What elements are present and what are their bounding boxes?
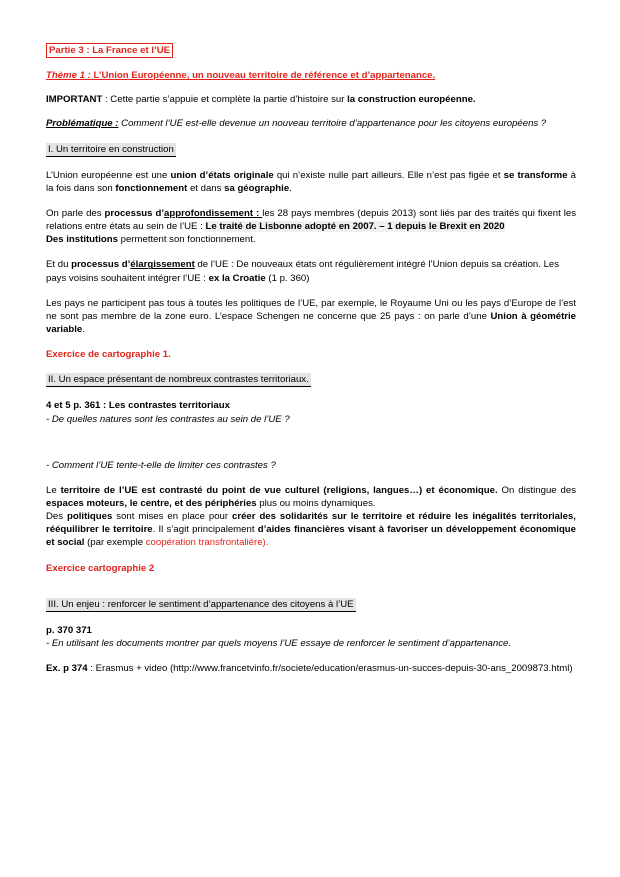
- section2-heading-text: II. Un espace présentant de nombreux contrastes territoriaux.: [46, 373, 311, 387]
- section2-reference: 4 et 5 p. 361 : Les contrastes territoriaux: [46, 400, 230, 412]
- important-label: IMPORTANT: [46, 94, 103, 106]
- section1-paragraph-4: [46, 297, 576, 336]
- text-run-bold: fonctionnement: [115, 182, 188, 194]
- partie-heading: [46, 43, 576, 58]
- problematique-label: Problématique :: [46, 118, 119, 130]
- theme-label: Thème 1 :: [46, 70, 91, 82]
- text-run-bold: d’aides financières visant à favoriser un développement économique et social: [46, 524, 576, 549]
- text-run: L’Union européenne est une: [46, 169, 171, 181]
- section3-heading: [46, 598, 576, 612]
- section3-heading-text: III. Un enjeu : renforcer le sentiment d’appartenance des citoyens à l’UE: [46, 598, 356, 612]
- lisbonne-text: Le traité de Lisbonne adopté en 2007. – 1 depuis le Brexit en 2020: [205, 221, 505, 233]
- exercise-2: Exercice cartographie 2: [46, 562, 155, 574]
- text-run-bold: Union à géométrie variable: [46, 310, 576, 335]
- text-run-bold: union d’états originale: [170, 169, 274, 181]
- text-run-bold: politiques: [67, 511, 113, 523]
- text-run: .: [289, 182, 292, 194]
- text-run: de l’UE : De nouveaux états ont régulièrement intégré l’Union depuis sa création. Les pays voisins souhaitent intégrer l’UE :: [46, 259, 560, 284]
- text-run: Les pays ne participent pas tous à toutes les politiques de l’UE, par exemple, le Royaume Uni ou les pays d’Europe de l’est ne sont pas membre de la zone euro. L’espace Schengen ne concerne que 25 pays : on parle d’une: [46, 297, 576, 322]
- problematique-text: Comment l’UE est-elle devenue un nouveau territoire d’appartenance pour les citoyens européens ?: [118, 118, 547, 130]
- text-run-bold: se transforme: [503, 169, 568, 181]
- section2-question-2: - Comment l’UE tente-t-elle de limiter ces contrastes ?: [46, 459, 276, 471]
- croatie-text: ex la Croatie: [208, 272, 266, 284]
- section1-heading: [46, 143, 576, 157]
- text-run: . Il s’agit principalement: [152, 524, 258, 536]
- text-run-bold: sa géographie: [224, 182, 290, 194]
- text-run-bold: espaces moteurs, le centre, et des périphéries: [46, 497, 257, 509]
- section1-paragraph-2: [46, 207, 576, 246]
- text-run: permettent son fonctionnement.: [117, 234, 256, 246]
- cooperation-text: coopération transfrontalière).: [145, 537, 269, 549]
- partie-label: Partie 3 : La France et l’UE: [46, 43, 173, 58]
- section2-question-1: - De quelles natures sont les contrastes au sein de l’UE ?: [46, 413, 290, 425]
- text-run: On distingue des: [497, 484, 577, 496]
- text-run: .: [82, 323, 85, 335]
- document-page: [46, 40, 576, 675]
- text-run: plus ou moins dynamiques.: [256, 497, 376, 509]
- text-run-bold: Des institutions: [46, 234, 118, 246]
- exercise-1: Exercice de cartographie 1.: [46, 349, 171, 361]
- example-text: : Erasmus + video (http://www.francetvinfo.fr/societe/education/erasmus-un-succes-depuis-30-ans_2009873.html): [87, 663, 573, 675]
- text-run-bold: processus d’: [104, 207, 165, 219]
- section2-paragraph-1: [46, 484, 576, 510]
- section1-paragraph-1: [46, 169, 576, 195]
- important-bold: la construction européenne.: [347, 94, 476, 106]
- approfondissement-term: approfondissement: [164, 207, 254, 219]
- important-note: [46, 93, 576, 106]
- important-text: : Cette partie s’appuie et complète la partie d’histoire sur: [102, 94, 348, 106]
- section2-paragraph-2: [46, 510, 576, 549]
- text-run: On parle des: [46, 207, 105, 219]
- section1-paragraph-3: [46, 258, 576, 284]
- section1-heading-text: I. Un territoire en construction: [46, 143, 176, 157]
- text-run-bold: processus d’: [71, 259, 131, 271]
- theme-title: [46, 69, 576, 82]
- theme-text: L’Union Européenne, un nouveau territoire de référence et d’appartenance.: [90, 70, 436, 82]
- text-run-bold: :: [253, 207, 263, 219]
- text-run: et dans: [187, 182, 225, 194]
- section3-example: [46, 662, 576, 675]
- text-run-bold: territoire de l’UE est contrasté du point de vue culturel (religions, langues…) et économique.: [60, 484, 498, 496]
- text-run: (par exemple: [84, 537, 146, 549]
- text-run-bold: créer des solidarités sur le territoire et réduire les inégalités territoriales, rééquilibrer le territoire: [46, 511, 576, 536]
- example-label: Ex. p 374: [46, 663, 88, 675]
- section2-heading: [46, 373, 576, 387]
- text-run: les 28 pays membres (depuis 2013) sont liés par des traités qui fixent les relations entre états au sein de l’UE :: [46, 207, 576, 233]
- section3-question-1: - En utilisant les documents montrer par quels moyens l’UE essaye de renforcer le sentiment d’appartenance.: [46, 637, 511, 649]
- text-run: Des: [46, 511, 68, 523]
- text-run: Le: [46, 484, 61, 496]
- text-run: (1 p. 360): [265, 272, 310, 284]
- section3-reference: p. 370 371: [46, 624, 92, 636]
- text-run: qui n’existe nulle part ailleurs. Elle n’est pas figée et: [273, 169, 504, 181]
- problematique: [46, 117, 576, 130]
- text-run: à la fois dans son: [46, 169, 577, 194]
- text-run: Et du: [46, 259, 72, 271]
- text-run: sont mises en place pour: [112, 511, 233, 523]
- elargissement-term: élargissement: [130, 259, 195, 271]
